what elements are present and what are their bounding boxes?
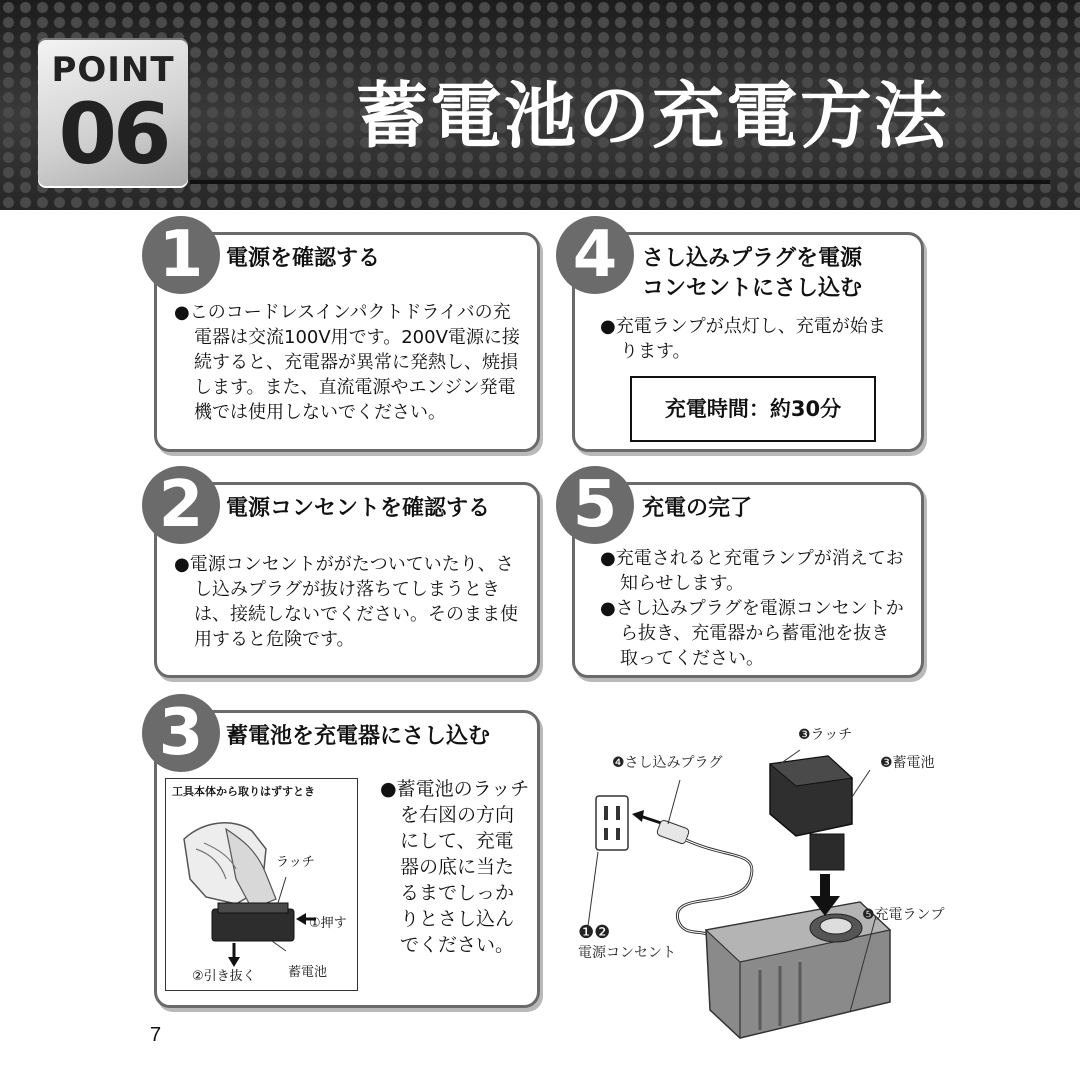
charge-time-box: 充電時間：約30分: [630, 376, 876, 442]
point-number: 06: [58, 85, 168, 183]
step-body-3: [380, 776, 530, 958]
step-number-3: 3: [142, 694, 220, 772]
step-title-2: 電源コンセントを確認する: [226, 496, 491, 521]
header-rule: [190, 180, 1050, 184]
page-number: 7: [150, 1024, 162, 1046]
step-body-5: [600, 546, 906, 671]
step-title-1: 電源を確認する: [226, 246, 381, 271]
step-title-4-line2: コンセントにさし込む: [642, 276, 863, 301]
inset-pull-label: ②引き抜く: [192, 969, 256, 984]
step-title-4-line1: さし込みプラグを電源: [642, 246, 863, 271]
inset-battery-label: 蓄電池: [288, 965, 328, 980]
page-header: [0, 0, 1080, 210]
step-number-4: 4: [556, 216, 634, 294]
inset-push-label: ①押す: [309, 916, 347, 931]
illus-battery-label: ❸蓄電池: [880, 755, 935, 771]
removal-inset: [165, 778, 358, 991]
illus-outlet-label: 電源コンセント: [578, 945, 676, 961]
bullet-text: ●このコードレスインパクトドライバの充電器は交流100V用です。200V電源に接続すると、充電器が異常に発熱し、焼損します。また、直流電源やエンジン発電機では使用しないでください。: [174, 302, 520, 423]
step-number-1: 1: [142, 216, 220, 294]
step-title-5: 充電の完了: [642, 496, 753, 521]
point-label: POINT: [51, 50, 175, 90]
illus-plug-label: ❹さし込みプラグ: [612, 755, 723, 771]
bullet-text: ●充電ランプが点灯し、充電が始まります。: [600, 316, 886, 362]
inset-title: 工具本体から取りはずすとき: [172, 785, 315, 798]
step-body-1: [174, 300, 524, 425]
page-title: 蓄電池の充電方法: [356, 74, 949, 158]
step-body-2: [174, 552, 524, 652]
step-body-4: [600, 314, 896, 364]
illus-latch-label: ❸ラッチ: [798, 727, 853, 743]
step-number-5: 5: [556, 466, 634, 544]
step-number-2: 2: [142, 466, 220, 544]
bullet-text: ●蓄電池のラッチを右図の方向にして、充電器の底に当たるまでしっかりとさし込んでください。: [380, 778, 530, 956]
step-title-3: 蓄電池を充電器にさし込む: [226, 724, 491, 749]
point-badge: [38, 38, 188, 188]
bullet-text: ●電源コンセントががたついていたり、さし込みプラグが抜け落ちてしまうときは、接続しないでください。そのまま使用すると危険です。: [174, 554, 518, 650]
inset-latch-label: ラッチ: [276, 855, 315, 870]
bullet-text: ●充電されると充電ランプが消えてお知らせします。: [600, 548, 904, 594]
tool-removal-illustration: [166, 779, 356, 979]
illus-outlet-nums: ❶❷: [578, 922, 611, 943]
illus-lamp-label: ❺充電ランプ: [862, 907, 945, 923]
bullet-text: ●さし込みプラグを電源コンセントから抜き、充電器から蓄電池を抜き取ってください。: [600, 598, 904, 669]
